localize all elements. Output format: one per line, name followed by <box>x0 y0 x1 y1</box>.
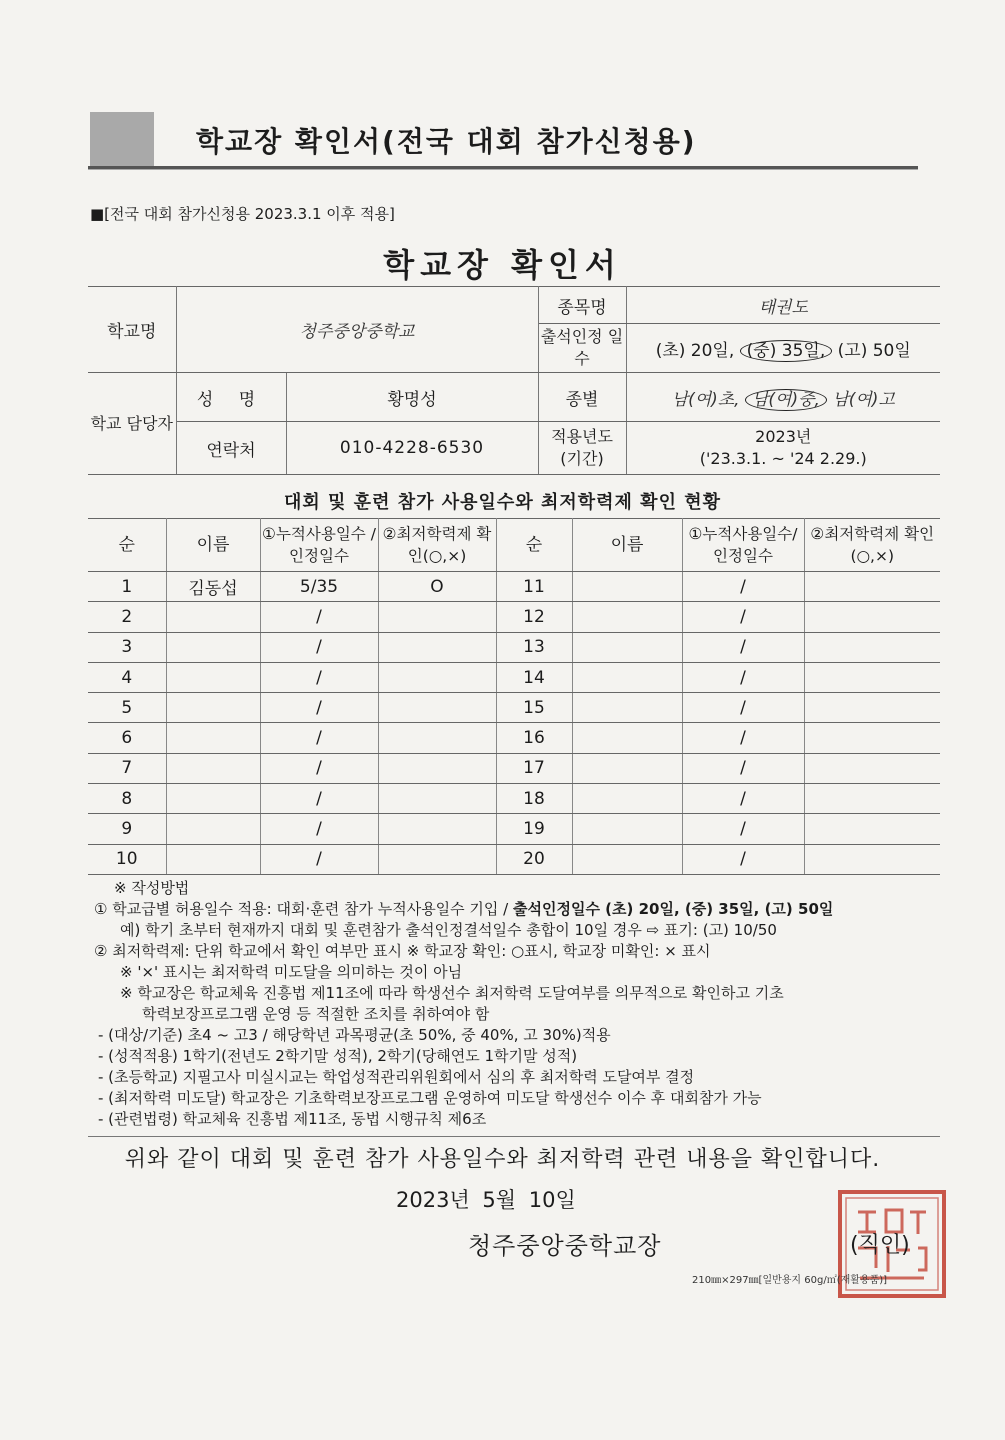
row-name-right <box>572 662 682 692</box>
row-days-right: / <box>682 784 804 814</box>
row-no-right: 14 <box>496 662 572 692</box>
row-days-right: / <box>682 632 804 662</box>
row-name-right <box>572 572 682 602</box>
writing-method-notes <box>94 878 954 1130</box>
col-header-days: ①누적사용일수 /인정일수 <box>260 519 378 572</box>
row-no-right: 13 <box>496 632 572 662</box>
stamp-label: (직인) <box>850 1233 910 1258</box>
row-check-right <box>804 572 940 602</box>
confirmation-statement: 위와 같이 대회 및 훈련 참가 사용일수와 최저학력 관련 내용을 확인합니다. <box>124 1147 881 1172</box>
year-label: 적용년도 (기간) <box>538 422 626 475</box>
gender-middle: 남(여)중, <box>745 389 827 411</box>
col-header-no-right: 순 <box>496 519 572 572</box>
header-title: 학교장 확인서(전국 대회 참가신청용) <box>196 125 697 158</box>
row-days: / <box>260 602 378 632</box>
method-title: ※ 작성방법 <box>114 879 190 897</box>
method-line-4: ※ '×' 표시는 최저학력 미도달을 의미하는 것이 아님 <box>120 963 463 981</box>
row-no: 7 <box>88 753 166 783</box>
row-check <box>378 814 496 844</box>
gender-value <box>626 373 940 422</box>
contact-value: 010-4228-6530 <box>286 422 538 475</box>
row-days: / <box>260 662 378 692</box>
row-no-right: 11 <box>496 572 572 602</box>
method-line-10: - (최저학력 미도달) 학교장은 기초학력보장프로그램 운영하여 미도달 학생선수 이수 후 대회참가 가능 <box>98 1089 762 1107</box>
row-no-right: 18 <box>496 784 572 814</box>
row-check: O <box>378 572 496 602</box>
name-value: 황명성 <box>286 373 538 422</box>
table-row <box>88 844 940 874</box>
principal-signature: 청주중앙중학교장 <box>468 1232 662 1260</box>
issue-date: 2023년 5월 10일 <box>396 1188 576 1212</box>
row-days: / <box>260 784 378 814</box>
row-days-right: / <box>682 602 804 632</box>
row-check <box>378 723 496 753</box>
contact-label: 연락처 <box>176 422 286 475</box>
method-line-1: ① 학교급별 허용일수 적용: 대회·훈련 참가 누적사용일수 기입 / 출석인정일수 (초) 20일, (중) 35일, (고) 50일 <box>94 900 834 918</box>
row-name-right <box>572 602 682 632</box>
row-name-right <box>572 784 682 814</box>
table-row <box>88 784 940 814</box>
row-check <box>378 784 496 814</box>
row-check <box>378 632 496 662</box>
row-days: / <box>260 723 378 753</box>
row-days: 5/35 <box>260 572 378 602</box>
header-grey-block <box>90 112 154 166</box>
row-days-right: / <box>682 723 804 753</box>
col-header-days-right: ①누적사용일수/ 인정일수 <box>682 519 804 572</box>
row-no-right: 15 <box>496 693 572 723</box>
row-name-right <box>572 844 682 874</box>
row-no: 5 <box>88 693 166 723</box>
row-days-right: / <box>682 572 804 602</box>
row-name <box>166 814 260 844</box>
year-period: ('23.3.1. ~ '24 2.29.) <box>699 449 867 468</box>
gender-label: 종별 <box>538 373 626 422</box>
school-info-table <box>88 286 940 475</box>
row-name-right <box>572 632 682 662</box>
usage-table <box>88 518 940 875</box>
row-name-right <box>572 753 682 783</box>
row-check-right <box>804 632 940 662</box>
row-days-right: / <box>682 693 804 723</box>
table-row <box>88 662 940 692</box>
year-text: 2023년 <box>755 427 812 446</box>
row-check <box>378 844 496 874</box>
table-row <box>88 753 940 783</box>
row-no-right: 17 <box>496 753 572 783</box>
row-no: 1 <box>88 572 166 602</box>
row-no: 2 <box>88 602 166 632</box>
row-check <box>378 602 496 632</box>
method-line-7: - (대상/기준) 초4 ~ 고3 / 해당학년 과목평균(초 50%, 중 40%, 고 30%)적용 <box>98 1026 611 1044</box>
event-value: 태권도 <box>626 287 940 324</box>
row-name <box>166 662 260 692</box>
row-name <box>166 723 260 753</box>
row-check-right <box>804 693 940 723</box>
row-days: / <box>260 753 378 783</box>
header-divider-thin <box>88 169 918 170</box>
method-line-6: 학력보장프로그램 운영 등 적절한 조치를 취하여야 함 <box>142 1005 490 1023</box>
row-name <box>166 784 260 814</box>
gender-high: 남(여)고 <box>832 389 895 410</box>
row-no-right: 19 <box>496 814 572 844</box>
applicability-note: ■[전국 대회 참가신청용 2023.3.1 이후 적용] <box>90 205 395 223</box>
row-name: 김동섭 <box>166 572 260 602</box>
row-check <box>378 753 496 783</box>
row-check <box>378 693 496 723</box>
col-header-check-right: ②최저학력제 확인(○,×) <box>804 519 940 572</box>
method-line-8: - (성적적용) 1학기(전년도 2학기말 성적), 2학기(당해연도 1학기말 성적) <box>98 1047 578 1065</box>
col-header-check: ②최저학력제 확인(○,×) <box>378 519 496 572</box>
year-value <box>626 422 940 475</box>
row-name <box>166 632 260 662</box>
document-title: 학교장 확인서 <box>383 246 622 284</box>
attendance-label: 출석인정 일수 <box>538 324 626 373</box>
col-header-name: 이름 <box>166 519 260 572</box>
row-check-right <box>804 844 940 874</box>
row-name <box>166 602 260 632</box>
row-days: / <box>260 693 378 723</box>
row-days-right: / <box>682 844 804 874</box>
event-label: 종목명 <box>538 287 626 324</box>
row-days-right: / <box>682 814 804 844</box>
row-no-right: 20 <box>496 844 572 874</box>
attendance-days <box>626 324 940 373</box>
row-name <box>166 753 260 783</box>
row-no-right: 16 <box>496 723 572 753</box>
row-days: / <box>260 814 378 844</box>
table-row <box>88 723 940 753</box>
row-no: 9 <box>88 814 166 844</box>
row-check <box>378 662 496 692</box>
method-line-9: - (초등학교) 지필고사 미실시교는 학업성적관리위원회에서 심의 후 최저학력 도달여부 결정 <box>98 1068 695 1086</box>
row-name-right <box>572 814 682 844</box>
row-check-right <box>804 723 940 753</box>
row-days-right: / <box>682 662 804 692</box>
attendance-middle: (중) 35일, <box>740 340 833 362</box>
table-row <box>88 572 940 602</box>
method-line-2: 예) 학기 초부터 현재까지 대회 및 훈련참가 출석인정결석일수 총합이 10일 경우 ⇨ 표기: (고) 10/50 <box>120 921 777 939</box>
row-no: 3 <box>88 632 166 662</box>
school-name-label: 학교명 <box>88 287 176 373</box>
row-check-right <box>804 602 940 632</box>
row-name <box>166 844 260 874</box>
row-no: 8 <box>88 784 166 814</box>
table-row <box>88 602 940 632</box>
name-label: 성 명 <box>176 373 286 422</box>
school-name-value: 청주중앙중학교 <box>176 287 538 373</box>
row-days-right: / <box>682 753 804 783</box>
row-days: / <box>260 844 378 874</box>
method-line-5: ※ 학교장은 학교체육 진흥법 제11조에 따라 학생선수 최저학력 도달여부를 의무적으로 확인하고 기초 <box>120 984 784 1002</box>
gender-elementary: 남(여)초, <box>671 389 740 410</box>
table-row <box>88 693 940 723</box>
row-days: / <box>260 632 378 662</box>
row-name-right <box>572 693 682 723</box>
manager-label: 학교 담당자 <box>88 373 176 475</box>
row-no-right: 12 <box>496 602 572 632</box>
row-name-right <box>572 723 682 753</box>
method-line-11: - (관련법령) 학교체육 진흥법 제11조, 동법 시행규칙 제6조 <box>98 1110 487 1128</box>
table-row <box>88 632 940 662</box>
row-no: 10 <box>88 844 166 874</box>
paper-spec: 210㎜×297㎜[일반용지 60g/㎡(재활용품)] <box>692 1275 888 1286</box>
col-header-no: 순 <box>88 519 166 572</box>
method-line-3: ② 최저학력제: 단위 학교에서 확인 여부만 표시 ※ 학교장 확인: ○표시, 학교장 미확인: × 표시 <box>94 942 711 960</box>
row-check-right <box>804 814 940 844</box>
row-no: 4 <box>88 662 166 692</box>
section-title: 대회 및 훈련 참가 사용일수와 최저학력제 확인 현황 <box>283 492 721 513</box>
table-row <box>88 814 940 844</box>
row-check-right <box>804 784 940 814</box>
row-name <box>166 693 260 723</box>
row-check-right <box>804 662 940 692</box>
row-no: 6 <box>88 723 166 753</box>
attendance-high: (고) 50일 <box>837 340 911 361</box>
col-header-name-right: 이름 <box>572 519 682 572</box>
method-divider <box>88 1136 940 1137</box>
attendance-elementary: (초) 20일, <box>655 340 735 361</box>
row-check-right <box>804 753 940 783</box>
